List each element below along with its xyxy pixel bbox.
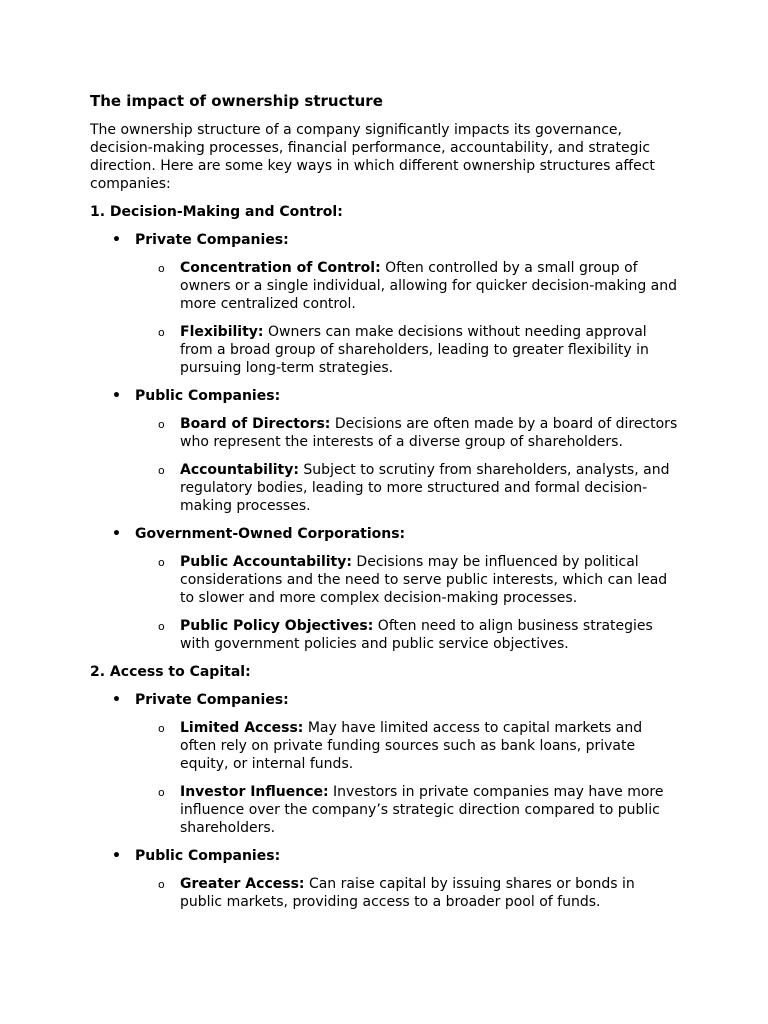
group-label: Private Companies: [135,692,289,708]
item-text: Decisions are often made by a board of directors who represent the interests of a diverse group of shareholders. [180,416,678,450]
group-label: Public Companies: [135,388,281,404]
item-term: Board of Directors: [180,416,331,432]
item-text: Often controlled by a small group of owners or a single individual, allowing for quicker decision-making and more centralized control. [180,260,678,312]
item-term: Public Policy Objectives: [180,618,374,634]
list-item [90,875,680,911]
section-access-to-capital [90,663,680,911]
bullet-icon: • [112,848,121,864]
group-label: Government-Owned Corporations: [135,526,406,542]
list-item [90,553,680,607]
sub-bullet-icon: o [158,556,165,569]
list-item [90,783,680,837]
group-private-companies [90,691,680,837]
sub-bullet-icon: o [158,464,165,477]
list-item [90,461,680,515]
intro-paragraph: The ownership structure of a company significantly impacts its governance, decision-making processes, financial performance, accountability, and strategic direction. Here are some key ways in which different ownership structures affect companies: [90,122,655,192]
item-term: Limited Access: [180,720,304,736]
sub-bullet-icon: o [158,418,165,431]
item-term: Public Accountability: [180,554,352,570]
sub-bullet-icon: o [158,262,165,275]
sub-bullet-icon: o [158,326,165,339]
bullet-icon: • [112,526,121,542]
bullet-icon: • [112,232,121,248]
group-label: Public Companies: [135,848,281,864]
item-text: Can raise capital by issuing shares or bonds in public markets, providing access to a broader pool of funds. [180,876,635,910]
group-label: Private Companies: [135,232,289,248]
group-public-companies [90,847,680,911]
item-term: Flexibility: [180,324,264,340]
list-item [90,415,680,451]
list-item [90,617,680,653]
item-text: Investors in private companies may have more influence over the company’s strategic direction compared to public shareholders. [180,784,664,836]
section-heading: 2. Access to Capital: [90,664,251,680]
group-public-companies [90,387,680,515]
sub-bullet-icon: o [158,620,165,633]
item-term: Greater Access: [180,876,305,892]
item-term: Concentration of Control: [180,260,381,276]
section-heading: 1. Decision-Making and Control: [90,204,343,220]
item-term: Accountability: [180,462,299,478]
list-item [90,719,680,773]
group-government-owned [90,525,680,653]
item-text: Owners can make decisions without needing approval from a broad group of shareholders, leading to greater flexibility in pursuing long-term strategies. [180,324,649,376]
bullet-icon: • [112,692,121,708]
list-item [90,323,680,377]
sub-bullet-icon: o [158,722,165,735]
item-text: Subject to scrutiny from shareholders, analysts, and regulatory bodies, leading to more structured and formal decision-making processes. [180,462,670,514]
item-text: May have limited access to capital markets and often rely on private funding sources such as bank loans, private equity, or internal funds. [180,720,643,772]
sub-bullet-icon: o [158,786,165,799]
list-item [90,259,680,313]
item-text: Often need to align business strategies with government policies and public service objectives. [180,618,653,652]
document-title: The impact of ownership structure [90,92,383,110]
group-private-companies [90,231,680,377]
sub-bullet-icon: o [158,878,165,891]
item-term: Investor Influence: [180,784,329,800]
item-text: Decisions may be influenced by political considerations and the need to serve public interests, which can lead to slower and more complex decision-making processes. [180,554,668,606]
bullet-icon: • [112,388,121,404]
section-decision-making [90,203,680,653]
